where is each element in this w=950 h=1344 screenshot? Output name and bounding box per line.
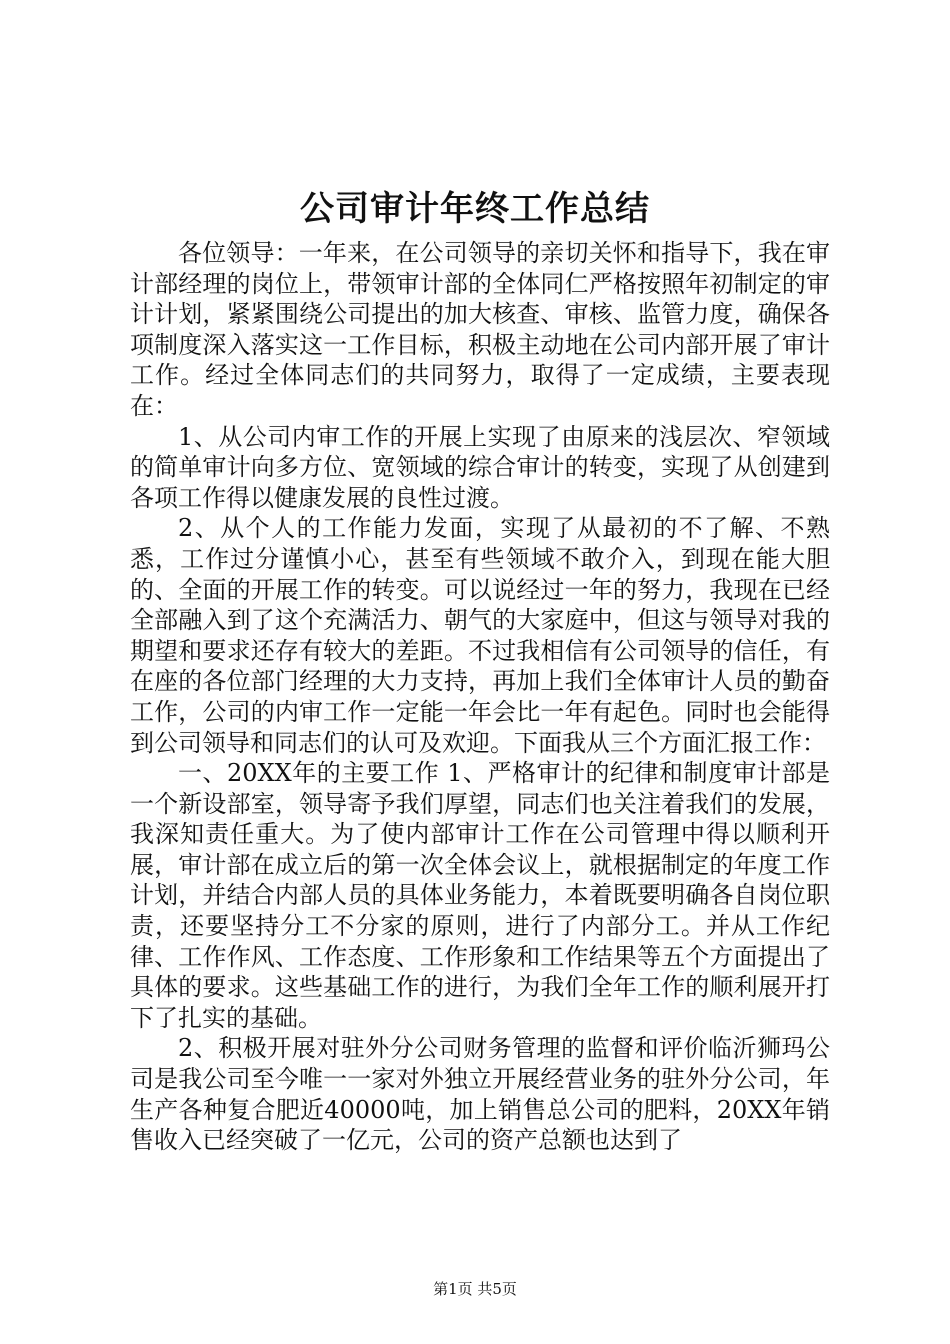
paragraph-point-2: 2、从个人的工作能力发面，实现了从最初的不了解、不熟悉，工作过分谨慎小心，甚至有些领域不敢介入，到现在能大胆的、全面的开展工作的转变。可以说经过一年的努力，我现在已经全部融入到了这个充满活力、朝气的大家庭中，但这与领导对我的期望和要求还存有较大的差距。不过我相信有公司领导的信任，有在座的各位部门经理的大力支持，再加上我们全体审计人员的勤奋工作，公司的内审工作一定能一年会比一年有起色。同时也会能得到公司领导和同志们的认可及欢迎。下面我从三个方面汇报工作： bbox=[130, 514, 830, 757]
paragraph-section-1-item-2: 2、积极开展对驻外分公司财务管理的监督和评价临沂狮玛公司是我公司至今唯一一家对外独立开展经营业务的驻外分公司，年生产各种复合肥近40000吨，加上销售总公司的肥料，20XX年销售收入已经突破了一亿元，公司的资产总额也达到了 bbox=[130, 1034, 830, 1155]
document-body bbox=[130, 238, 830, 1156]
paragraph-section-1: 一、20XX年的主要工作 1、严格审计的纪律和制度审计部是一个新设部室，领导寄予我们厚望，同志们也关注着我们的发展，我深知责任重大。为了使内部审计工作在公司管理中得以顺利开展，审计部在成立后的第一次全体会议上，就根据制定的年度工作计划，并结合内部人员的具体业务能力，本着既要明确各自岗位职责，还要坚持分工不分家的原则，进行了内部分工。并从工作纪律、工作作风、工作态度、工作形象和工作结果等五个方面提出了具体的要求。这些基础工作的进行，为我们全年工作的顺利展开打下了扎实的基础。 bbox=[130, 759, 830, 1032]
document-title: 公司审计年终工作总结 bbox=[300, 189, 650, 229]
paragraph-point-1: 1、从公司内审工作的开展上实现了由原来的浅层次、窄领域的简单审计向多方位、宽领域的综合审计的转变，实现了从创建到各项工作得以健康发展的良性过渡。 bbox=[130, 422, 830, 512]
paragraph-greeting: 各位领导：一年来，在公司领导的亲切关怀和指导下，我在审计部经理的岗位上，带领审计部的全体同仁严格按照年初制定的审计计划，紧紧围绕公司提出的加大核查、审核、监管力度，确保各项制度深入落实这一工作目标，积极主动地在公司内部开展了审计工作。经过全体同志们的共同努力，取得了一定成绩，主要表现在： bbox=[130, 239, 830, 420]
page-number-footer: 第1页 共5页 bbox=[433, 1280, 517, 1298]
